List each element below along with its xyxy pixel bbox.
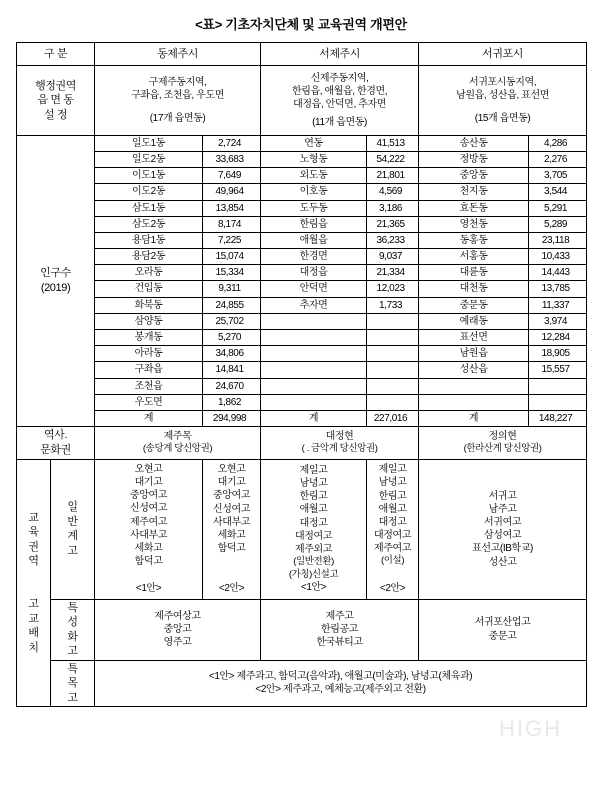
school-note: (가칭)신설고 <box>288 568 339 580</box>
pop-seo-total-label: 계 <box>261 410 367 426</box>
plan-tag: <2안> <box>379 583 406 595</box>
pop-seogwipo-value: 4,286 <box>529 135 587 151</box>
pop-seogwipo-name: 송산동 <box>419 135 529 151</box>
population-row <box>17 297 587 313</box>
pop-seo-name: 안덕면 <box>261 281 367 297</box>
population-row <box>17 200 587 216</box>
pop-seo-value: 36,233 <box>367 232 419 248</box>
population-row <box>17 151 587 167</box>
education-label-char4: 역 <box>28 555 39 568</box>
general-label-char4: 고 <box>67 544 78 557</box>
pop-seo-value: 12,023 <box>367 281 419 297</box>
population-row <box>17 330 587 346</box>
subject-label-char2: 목 <box>67 677 78 690</box>
general-label-char1: 일 <box>67 501 78 514</box>
pop-seogwipo-total-label: 계 <box>419 410 529 426</box>
education-label-char1: 교 <box>28 511 39 524</box>
admin-seo-line1: 신제주동지역, <box>310 73 369 84</box>
subject-label-char3: 고 <box>67 691 78 704</box>
pop-dong-value: 8,174 <box>203 216 261 232</box>
culture-row <box>17 427 587 460</box>
pop-seogwipo-name <box>419 378 529 394</box>
school-name: 신성여고 <box>213 503 251 515</box>
plan-tag: <1안> <box>135 583 162 595</box>
school-name: 대정여고 <box>374 530 412 542</box>
school-name: 제주외고 <box>295 544 333 556</box>
pop-seo-value: 4,569 <box>367 184 419 200</box>
school-name: 오현고 <box>134 463 163 475</box>
pop-dong-value: 15,074 <box>203 249 261 265</box>
admin-dong-cell <box>95 66 261 136</box>
admin-seogwipo-line1: 서귀포시동지역, <box>468 76 537 88</box>
school-name: 제일고 <box>378 464 407 476</box>
pop-dong-name: 이도1동 <box>95 168 203 184</box>
pop-seo-name <box>261 362 367 378</box>
pop-seo-value: 3,186 <box>367 200 419 216</box>
admin-label-line1: 행정권역 <box>35 79 76 92</box>
header-seo-jeju: 서제주시 <box>261 43 419 66</box>
allocation-label-char2: 교 <box>28 612 39 625</box>
pop-dong-name: 용담1동 <box>95 232 203 248</box>
general-seo-plan1-cell <box>261 459 367 599</box>
education-label-char2: 육 <box>28 526 39 539</box>
pop-dong-value: 5,270 <box>203 330 261 346</box>
pop-seogwipo-name: 중문동 <box>419 297 529 313</box>
pop-seogwipo-name: 영천동 <box>419 216 529 232</box>
pop-seo-value: 54,222 <box>367 151 419 167</box>
pop-dong-name: 오라동 <box>95 265 203 281</box>
admin-area-label <box>17 66 95 136</box>
school-name: 성산고 <box>488 556 517 568</box>
pop-dong-name: 일도1동 <box>95 135 203 151</box>
school-name: 세화고 <box>217 529 246 541</box>
allocation-label-char1: 고 <box>28 597 39 610</box>
pop-seogwipo-name: 예래동 <box>419 313 529 329</box>
school-name: 대정고 <box>378 516 407 528</box>
subject-plan1-line: <1안> 제주과고, 함덕고(음악과), 애월고(미술과), 남녕고(체육과) <box>208 671 473 683</box>
school-name: 애월고 <box>378 503 407 515</box>
subject-track-label <box>51 660 95 707</box>
general-dong-plan1-cell <box>95 459 203 599</box>
school-name: 중문고 <box>488 630 517 642</box>
pop-seogwipo-value: 10,433 <box>529 249 587 265</box>
pop-seo-value <box>367 378 419 394</box>
admin-seo-cell <box>261 66 419 136</box>
school-name: 신성여고 <box>130 503 168 515</box>
admin-dong-line1: 구제주동지역, <box>148 76 207 88</box>
school-name: 사대부고 <box>130 529 168 541</box>
population-row <box>17 346 587 362</box>
school-name: 서귀포산업고 <box>474 617 531 629</box>
culture-seo-cell <box>261 427 419 460</box>
culture-seogwipo-cell <box>419 427 587 460</box>
school-name: 함덕고 <box>134 556 163 568</box>
pop-seo-name: 연동 <box>261 135 367 151</box>
pop-seogwipo-value: 23,118 <box>529 232 587 248</box>
subject-plan2-line: <2안> 제주과고, 예체능고(제주외고 전환) <box>255 684 426 696</box>
pop-seo-name: 외도동 <box>261 168 367 184</box>
pop-seo-name: 추자면 <box>261 297 367 313</box>
pop-seogwipo-name: 효돈동 <box>419 200 529 216</box>
general-dong-plan2-cell <box>203 459 261 599</box>
pop-seogwipo-name: 표선면 <box>419 330 529 346</box>
pop-seogwipo-value: 18,905 <box>529 346 587 362</box>
culture-seogwipo-name: 정의현 <box>488 431 517 443</box>
pop-dong-value: 13,854 <box>203 200 261 216</box>
school-name: 한림공고 <box>321 623 359 635</box>
pop-dong-name: 용담2동 <box>95 249 203 265</box>
pop-dong-value: 33,683 <box>203 151 261 167</box>
school-name: 중앙고 <box>163 623 192 635</box>
school-name: 서귀고 <box>488 490 517 502</box>
specialized-seo-cell <box>261 599 419 660</box>
pop-seogwipo-value: 5,289 <box>529 216 587 232</box>
pop-dong-name: 화북동 <box>95 297 203 313</box>
pop-seo-name: 한경면 <box>261 249 367 265</box>
page-title: <표> 기초자치단체 및 교육권역 개편안 <box>195 17 407 32</box>
education-label-char3: 권 <box>28 540 39 553</box>
pop-seogwipo-value: 5,291 <box>529 200 587 216</box>
admin-seo-count: (11개 읍면동) <box>312 116 367 128</box>
population-row <box>17 265 587 281</box>
population-row <box>17 168 587 184</box>
specialized-label-char3: 화 <box>67 630 78 643</box>
watermark: HIGH <box>499 716 562 741</box>
pop-seo-name: 노형동 <box>261 151 367 167</box>
pop-seo-name <box>261 330 367 346</box>
pop-seo-value: 1,733 <box>367 297 419 313</box>
school-name: 제일고 <box>299 464 328 476</box>
pop-dong-value: 9,311 <box>203 281 261 297</box>
specialized-seogwipo-cell <box>419 599 587 660</box>
pop-seogwipo-value: 2,276 <box>529 151 587 167</box>
pop-seo-name: 이호동 <box>261 184 367 200</box>
pop-dong-value: 15,334 <box>203 265 261 281</box>
plan-tag: <2안> <box>218 583 245 595</box>
school-name: 대정여고 <box>295 530 333 542</box>
school-name: 남주고 <box>488 503 517 515</box>
specialized-label-char4: 고 <box>67 645 78 658</box>
pop-seo-name <box>261 346 367 362</box>
pop-seo-name: 애월읍 <box>261 232 367 248</box>
school-name: 한림고 <box>378 490 407 502</box>
admin-seogwipo-cell <box>419 66 587 136</box>
allocation-label-char4: 치 <box>28 641 39 654</box>
population-row <box>17 184 587 200</box>
pop-seo-value: 21,334 <box>367 265 419 281</box>
pop-dong-name: 봉개동 <box>95 330 203 346</box>
pop-dong-name: 구좌읍 <box>95 362 203 378</box>
pop-seo-value: 9,037 <box>367 249 419 265</box>
pop-dong-value: 25,702 <box>203 313 261 329</box>
school-name: 제주고 <box>325 610 354 622</box>
pop-dong-name: 삼양동 <box>95 313 203 329</box>
pop-seogwipo-value: 3,705 <box>529 168 587 184</box>
pop-seo-value <box>367 346 419 362</box>
admin-area-row <box>17 66 587 136</box>
pop-seogwipo-name: 대천동 <box>419 281 529 297</box>
pop-seogwipo-name: 서홍동 <box>419 249 529 265</box>
school-name: 제주여고 <box>130 516 168 528</box>
pop-seogwipo-name: 천지동 <box>419 184 529 200</box>
pop-seo-name: 한림읍 <box>261 216 367 232</box>
pop-seogwipo-total-value: 148,227 <box>529 410 587 426</box>
pop-dong-name: 일도2동 <box>95 151 203 167</box>
pop-seogwipo-value: 3,974 <box>529 313 587 329</box>
school-name: 오현고 <box>217 463 246 475</box>
pop-seogwipo-value: 11,337 <box>529 297 587 313</box>
pop-seo-value <box>367 394 419 410</box>
pop-seo-name <box>261 313 367 329</box>
school-name: 제주여상고 <box>154 610 201 622</box>
pop-seo-value <box>367 330 419 346</box>
admin-seo-line2: 한림읍, 애월읍, 한경면, <box>291 86 388 98</box>
admin-seogwipo-line2: 남원읍, 성산읍, 표선면 <box>456 89 549 101</box>
subject-label-char1: 특 <box>67 662 78 675</box>
population-row <box>17 281 587 297</box>
school-note: (이설) <box>381 555 405 567</box>
pop-seo-value: 21,801 <box>367 168 419 184</box>
culture-dong-name: 제주목 <box>163 431 192 443</box>
school-name: 대기고 <box>134 477 163 489</box>
population-label-line2: (2019) <box>40 281 71 294</box>
specialized-dong-cell <box>95 599 261 660</box>
school-name: 사대부고 <box>213 516 251 528</box>
pop-dong-total-value: 294,998 <box>203 410 261 426</box>
admin-label-line2: 읍 면 동 <box>37 94 74 107</box>
allocation-label-char3: 배 <box>28 627 39 640</box>
general-label-char2: 반 <box>67 515 78 528</box>
population-row <box>17 232 587 248</box>
pop-seo-value: 41,513 <box>367 135 419 151</box>
school-name: 남녕고 <box>378 477 407 489</box>
culture-dong-sub: (송당계 당신앙권) <box>142 443 213 455</box>
pop-dong-value: 49,964 <box>203 184 261 200</box>
header-division: 구 분 <box>17 43 95 66</box>
culture-seo-name: 대정현 <box>325 431 354 443</box>
header-seogwipo: 서귀포시 <box>419 43 587 66</box>
school-note: (일반전환) <box>293 556 334 568</box>
school-name: 애월고 <box>299 504 328 516</box>
education-specialized-row <box>17 599 587 660</box>
population-row <box>17 394 587 410</box>
pop-seogwipo-value: 3,544 <box>529 184 587 200</box>
pop-dong-value: 1,862 <box>203 394 261 410</box>
pop-seo-name <box>261 394 367 410</box>
pop-seogwipo-name: 대륜동 <box>419 265 529 281</box>
culture-seogwipo-sub: (한라산계 당신앙권) <box>463 443 542 455</box>
school-name: 세화고 <box>134 542 163 554</box>
pop-seogwipo-value <box>529 394 587 410</box>
school-name: 한국뷰티고 <box>316 637 363 649</box>
population-row <box>17 313 587 329</box>
pop-seogwipo-value: 13,785 <box>529 281 587 297</box>
pop-dong-name: 우도면 <box>95 394 203 410</box>
pop-dong-name: 조천읍 <box>95 378 203 394</box>
school-name: 삼성여고 <box>484 530 522 542</box>
school-name: 함덕고 <box>217 543 246 555</box>
culture-label <box>17 427 95 460</box>
population-row <box>17 216 587 232</box>
pop-dong-value: 7,649 <box>203 168 261 184</box>
admin-label-line3: 설 정 <box>43 108 68 121</box>
school-name: 대기고 <box>217 477 246 489</box>
admin-dong-line2: 구좌읍, 조천읍, 우도면 <box>131 89 224 101</box>
education-area-label <box>17 459 51 706</box>
pop-seogwipo-value <box>529 378 587 394</box>
pop-seogwipo-value: 14,443 <box>529 265 587 281</box>
population-row <box>17 362 587 378</box>
education-general-row <box>17 459 587 599</box>
school-name: 서귀여고 <box>484 517 522 528</box>
pop-seogwipo-name: 중앙동 <box>419 168 529 184</box>
pop-seogwipo-name: 정방동 <box>419 151 529 167</box>
school-name: 한림고 <box>299 491 328 503</box>
pop-dong-value: 2,724 <box>203 135 261 151</box>
reorganization-table <box>16 42 587 707</box>
pop-dong-name: 이도2동 <box>95 184 203 200</box>
pop-seo-name: 대정읍 <box>261 265 367 281</box>
school-name: 영주고 <box>163 637 192 649</box>
general-seogwipo-cell <box>419 459 587 599</box>
pop-seo-name <box>261 378 367 394</box>
pop-dong-value: 7,225 <box>203 232 261 248</box>
plan-tag: <1안> <box>300 582 327 594</box>
pop-dong-value: 14,841 <box>203 362 261 378</box>
table-header-row <box>17 43 587 66</box>
school-name: 남녕고 <box>299 478 328 490</box>
population-row <box>17 135 587 151</box>
pop-dong-value: 24,670 <box>203 378 261 394</box>
culture-label-line1: 역사. <box>43 429 68 442</box>
pop-seo-name: 도두동 <box>261 200 367 216</box>
pop-dong-name: 건입동 <box>95 281 203 297</box>
pop-dong-name: 삼도1동 <box>95 200 203 216</box>
population-row <box>17 249 587 265</box>
population-label-line1: 인구수 <box>40 267 71 280</box>
pop-dong-name: 삼도2동 <box>95 216 203 232</box>
general-label-char3: 계 <box>67 530 78 543</box>
general-seo-plan2-cell <box>367 459 419 599</box>
pop-seogwipo-name: 동홍동 <box>419 232 529 248</box>
school-name: 제주여고 <box>374 543 412 555</box>
pop-seo-value: 21,365 <box>367 216 419 232</box>
culture-seo-sub: ( . 금악계 당신앙권) <box>301 443 378 455</box>
pop-dong-total-label: 계 <box>95 410 203 426</box>
population-row <box>17 378 587 394</box>
population-total-row <box>17 410 587 426</box>
pop-seogwipo-value: 15,557 <box>529 362 587 378</box>
school-name: 표선고(IB학교) <box>472 543 533 555</box>
admin-seo-line3: 대정읍, 안덕면, 추자면 <box>293 99 386 111</box>
pop-seogwipo-name: 남원읍 <box>419 346 529 362</box>
admin-dong-count: (17개 읍면동) <box>149 112 206 124</box>
specialized-label-char2: 성 <box>67 616 78 629</box>
pop-dong-name: 아라동 <box>95 346 203 362</box>
pop-dong-value: 24,855 <box>203 297 261 313</box>
pop-seo-value <box>367 362 419 378</box>
pop-seo-value <box>367 313 419 329</box>
general-track-label <box>51 459 95 599</box>
culture-label-line2: 문화권 <box>40 443 71 456</box>
culture-dong-cell <box>95 427 261 460</box>
education-subject-row <box>17 660 587 707</box>
school-name: 중앙여고 <box>130 490 168 502</box>
school-name: 중앙여고 <box>213 490 251 502</box>
pop-dong-value: 34,806 <box>203 346 261 362</box>
pop-seogwipo-name <box>419 394 529 410</box>
admin-seogwipo-count: (15개 읍면동) <box>474 112 531 124</box>
header-dong-jeju: 동제주시 <box>95 43 261 66</box>
specialized-track-label <box>51 599 95 660</box>
school-name: 대정고 <box>299 517 328 529</box>
pop-seo-total-value: 227,016 <box>367 410 419 426</box>
population-label <box>17 135 95 426</box>
pop-seogwipo-value: 12,284 <box>529 330 587 346</box>
specialized-label-char1: 특 <box>67 601 78 614</box>
pop-seogwipo-name: 성산읍 <box>419 362 529 378</box>
subject-schools-cell <box>95 660 587 707</box>
